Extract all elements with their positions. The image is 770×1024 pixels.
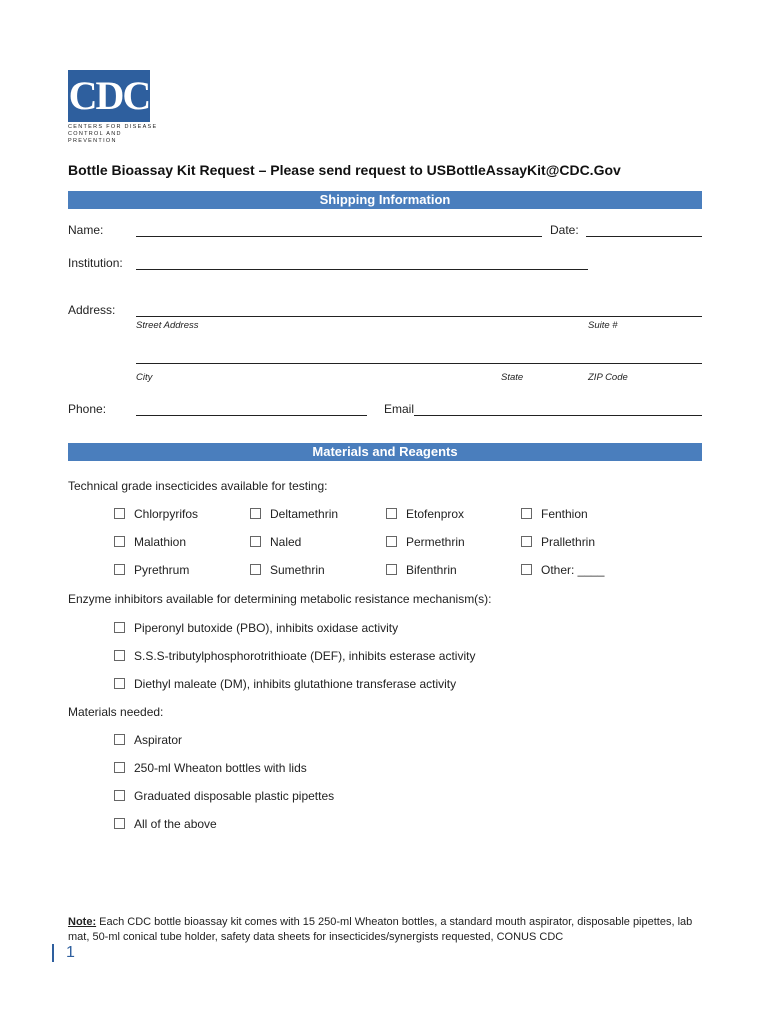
checkbox-pyrethrum[interactable]: [114, 564, 125, 575]
option-pbo: Piperonyl butoxide (PBO), inhibits oxidase activity: [134, 621, 399, 635]
shipping-heading: Shipping Information: [68, 191, 702, 209]
checkbox-permethrin[interactable]: [386, 536, 397, 547]
checkbox-aspirator[interactable]: [114, 734, 125, 745]
materials-heading: Materials and Reagents: [68, 443, 702, 461]
page-title: Bottle Bioassay Kit Request – Please send request to USBottleAssayKit@CDC.Gov: [68, 162, 621, 178]
checkbox-other[interactable]: [521, 564, 532, 575]
note-text: Each CDC bottle bioassay kit comes with 15 250-ml Wheaton bottles, a standard mouth aspirator, disposable pipettes, lab mat, 50-ml conical tube holder, safety data sheets for insecticides/synergists requested, CONUS CDC: [68, 916, 693, 943]
insecticides-intro: Technical grade insecticides available for testing:: [68, 479, 328, 493]
logo-text: CDC: [68, 73, 150, 118]
name-field[interactable]: [136, 236, 542, 237]
option-bifenthrin: Bifenthrin: [406, 563, 457, 577]
state-hint: State: [501, 372, 524, 383]
suite-hint: Suite #: [588, 320, 618, 331]
option-prallethrin: Prallethrin: [541, 535, 596, 549]
checkbox-sumethrin[interactable]: [250, 564, 261, 575]
phone-field[interactable]: [136, 415, 367, 416]
inhibitors-intro: Enzyme inhibitors available for determining metabolic resistance mechanism(s):: [68, 592, 492, 606]
page-number: 1: [66, 944, 75, 961]
option-fenthion: Fenthion: [541, 507, 588, 521]
checkbox-all-of-the-above[interactable]: [114, 818, 125, 829]
option-other: Other: ____: [541, 563, 605, 577]
street-address-field[interactable]: [136, 316, 702, 317]
address-label: Address:: [68, 303, 116, 317]
checkbox-dm[interactable]: [114, 678, 125, 689]
email-field[interactable]: [414, 415, 702, 416]
option-pyrethrum: Pyrethrum: [134, 563, 190, 577]
option-chlorpyrifos: Chlorpyrifos: [134, 507, 199, 521]
option-permethrin: Permethrin: [406, 535, 465, 549]
checkbox-pbo[interactable]: [114, 622, 125, 633]
option-sumethrin: Sumethrin: [270, 563, 325, 577]
page-number-bar: [52, 944, 54, 962]
checkbox-wheaton-bottles[interactable]: [114, 762, 125, 773]
checkbox-malathion[interactable]: [114, 536, 125, 547]
logo-subline-2: CONTROL AND PREVENTION: [68, 131, 122, 144]
city-state-zip-field[interactable]: [136, 363, 702, 364]
materials-needed-intro: Materials needed:: [68, 705, 164, 719]
date-label: Date:: [550, 223, 579, 237]
option-deltamethrin: Deltamethrin: [270, 507, 339, 521]
checkbox-etofenprox[interactable]: [386, 508, 397, 519]
option-dm: Diethyl maleate (DM), inhibits glutathione transferase activity: [134, 677, 457, 691]
option-def: S.S.S-tributylphosphorotrithioate (DEF), inhibits esterase activity: [134, 649, 476, 663]
checkbox-naled[interactable]: [250, 536, 261, 547]
option-aspirator: Aspirator: [134, 733, 183, 747]
institution-label: Institution:: [68, 256, 123, 270]
phone-label: Phone:: [68, 402, 107, 416]
option-all-of-the-above: All of the above: [134, 817, 217, 831]
checkbox-chlorpyrifos[interactable]: [114, 508, 125, 519]
institution-field[interactable]: [136, 269, 588, 270]
checkbox-pipettes[interactable]: [114, 790, 125, 801]
email-label: Email: [384, 402, 415, 416]
checkbox-deltamethrin[interactable]: [250, 508, 261, 519]
option-etofenprox: Etofenprox: [406, 507, 465, 521]
date-field[interactable]: [586, 236, 702, 237]
zip-hint: ZIP Code: [588, 372, 628, 383]
checkbox-def[interactable]: [114, 650, 125, 661]
street-address-hint: Street Address: [136, 320, 199, 331]
note-label: Note:: [68, 916, 97, 928]
city-hint: City: [136, 372, 153, 383]
option-wheaton-bottles: 250-ml Wheaton bottles with lids: [134, 761, 307, 775]
checkbox-prallethrin[interactable]: [521, 536, 532, 547]
checkbox-fenthion[interactable]: [521, 508, 532, 519]
option-pipettes: Graduated disposable plastic pipettes: [134, 789, 335, 803]
logo-subtitle: [68, 124, 158, 145]
logo-subline-1: CENTERS FOR DISEASE: [68, 124, 158, 130]
note-paragraph: [68, 915, 708, 945]
option-malathion: Malathion: [134, 535, 187, 549]
name-label: Name:: [68, 223, 104, 237]
checkbox-bifenthrin[interactable]: [386, 564, 397, 575]
option-naled: Naled: [270, 535, 302, 549]
cdc-logo: [68, 70, 150, 122]
